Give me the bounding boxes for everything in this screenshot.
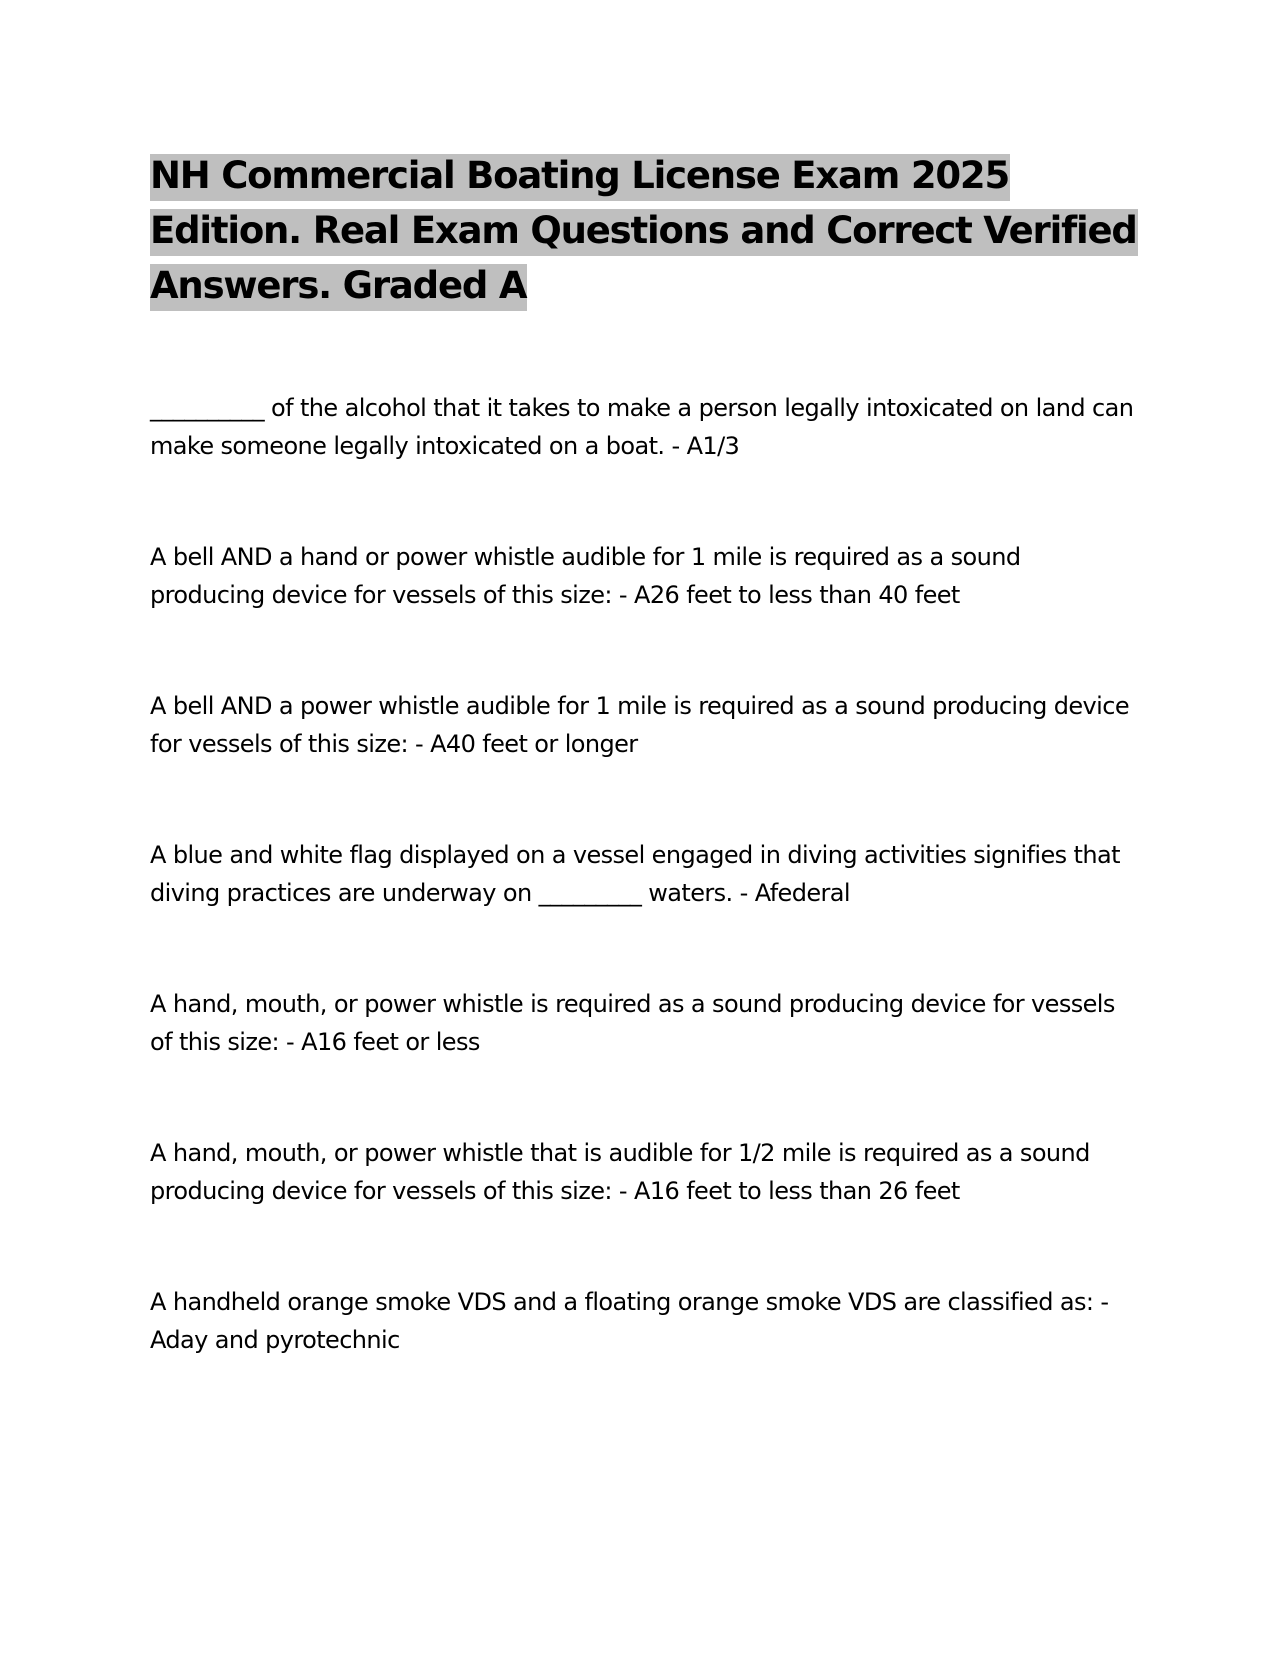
qa-answer: 16 feet to less than 26 feet xyxy=(649,1177,960,1205)
qa-item xyxy=(150,836,1140,912)
document-title-text: NH Commercial Boating License Exam 2025 Edition. Real Exam Questions and Correct Verified Answers. Graded A xyxy=(150,154,1138,311)
qa-separator: - A xyxy=(279,1028,317,1056)
qa-question: __________ of the alcohol that it takes to make a person legally intoxicated on land can make someone legally intoxicated on a boat. xyxy=(150,394,1134,460)
qa-question: A blue and white flag displayed on a vessel engaged in diving activities signifies that diving practices are underway on _________ waters. xyxy=(150,841,1120,907)
qa-answer: federal xyxy=(769,879,850,907)
qa-answer: 16 feet or less xyxy=(316,1028,480,1056)
qa-question: A handheld orange smoke VDS and a floating orange smoke VDS are classified as: xyxy=(150,1288,1094,1316)
qa-answer: 26 feet to less than 40 feet xyxy=(649,581,960,609)
qa-question: A hand, mouth, or power whistle is required as a sound producing device for vessels of this size: xyxy=(150,990,1115,1056)
qa-item xyxy=(150,985,1140,1061)
qa-separator: - A xyxy=(611,1177,650,1205)
qa-answer: day and pyrotechnic xyxy=(165,1326,400,1354)
document-title xyxy=(150,148,1140,313)
qa-item xyxy=(150,389,1140,465)
qa-separator: - A xyxy=(611,581,650,609)
qa-question: A bell AND a hand or power whistle audible for 1 mile is required as a sound producing device for vessels of this size: xyxy=(150,543,1021,609)
qa-separator: - A xyxy=(732,879,770,907)
qa-answer: 40 feet or longer xyxy=(445,730,638,758)
qa-answer: 1/3 xyxy=(702,432,740,460)
qa-item xyxy=(150,1134,1140,1210)
qa-separator: - A xyxy=(664,432,703,460)
qa-separator: - A xyxy=(407,730,446,758)
qa-item xyxy=(150,1283,1140,1359)
qa-list xyxy=(150,389,1140,1432)
qa-separator: - A xyxy=(150,1288,1116,1354)
qa-item xyxy=(150,687,1140,763)
qa-question: A bell AND a power whistle audible for 1 mile is required as a sound producing device for vessels of this size: xyxy=(150,692,1129,758)
qa-question: A hand, mouth, or power whistle that is audible for 1/2 mile is required as a sound producing device for vessels of this size: xyxy=(150,1139,1090,1205)
qa-item xyxy=(150,538,1140,614)
